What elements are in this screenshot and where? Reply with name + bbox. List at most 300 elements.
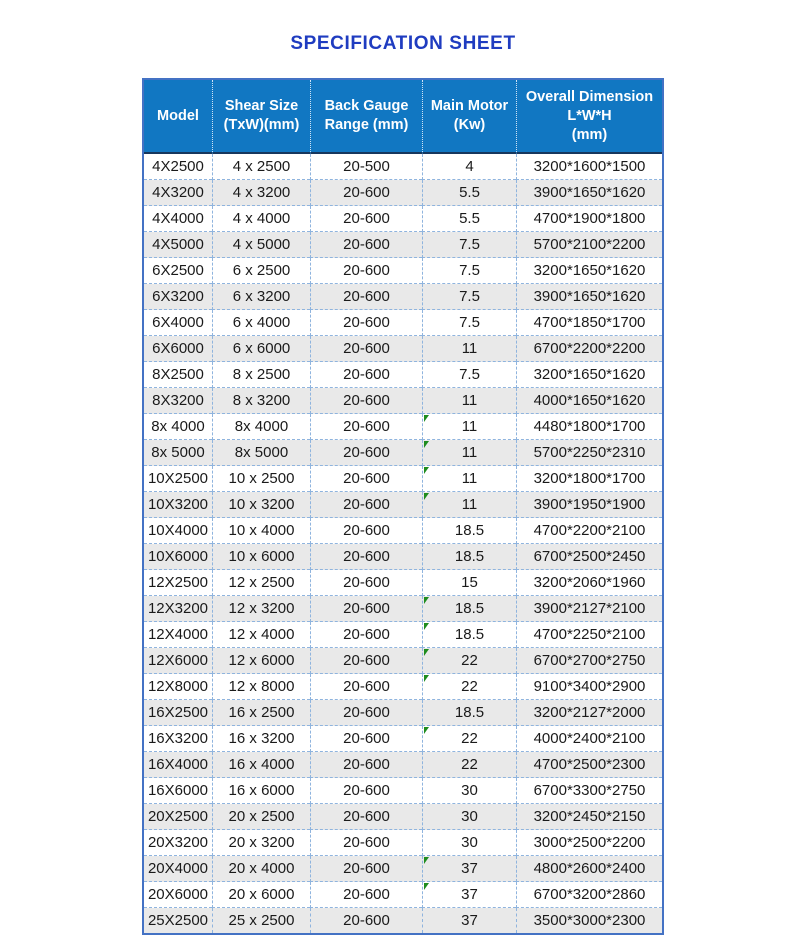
cell-shear_size bbox=[212, 700, 310, 726]
cell-overall_dimension bbox=[516, 336, 662, 362]
cell-back_gauge bbox=[310, 518, 422, 544]
cell-overall_dimension bbox=[516, 388, 662, 414]
shear_size-value: 8x 4000 bbox=[234, 418, 289, 435]
model-value: 8X2500 bbox=[152, 366, 204, 383]
cell-back_gauge bbox=[310, 154, 422, 180]
cell-overall_dimension bbox=[516, 414, 662, 440]
overall_dimension-value: 4700*2200*2100 bbox=[533, 522, 646, 539]
cell-main_motor bbox=[422, 544, 516, 570]
table-row bbox=[144, 622, 662, 648]
cell-shear_size bbox=[212, 232, 310, 258]
table-row bbox=[144, 206, 662, 232]
back_gauge-value: 20-600 bbox=[343, 730, 390, 747]
cell-overall_dimension bbox=[516, 726, 662, 752]
cell-back_gauge bbox=[310, 362, 422, 388]
overall_dimension-value: 4700*1850*1700 bbox=[533, 314, 646, 331]
shear_size-value: 20 x 3200 bbox=[228, 834, 295, 851]
cell-back_gauge bbox=[310, 648, 422, 674]
shear_size-value: 12 x 2500 bbox=[228, 574, 295, 591]
cell-model bbox=[144, 388, 212, 414]
cell-shear_size bbox=[212, 648, 310, 674]
back_gauge-value: 20-600 bbox=[343, 808, 390, 825]
shear_size-value: 4 x 2500 bbox=[232, 158, 291, 175]
back_gauge-value: 20-600 bbox=[343, 444, 390, 461]
cell-model bbox=[144, 284, 212, 310]
table-row bbox=[144, 804, 662, 830]
cell-model bbox=[144, 570, 212, 596]
cell-main_motor bbox=[422, 258, 516, 284]
cell-back_gauge bbox=[310, 830, 422, 856]
column-header-line: Main Motor bbox=[430, 98, 509, 114]
model-value: 10X2500 bbox=[147, 470, 209, 487]
cell-shear_size bbox=[212, 414, 310, 440]
cell-main_motor bbox=[422, 388, 516, 414]
overall_dimension-value: 6700*3200*2860 bbox=[533, 886, 646, 903]
table-body bbox=[144, 154, 662, 933]
table-row bbox=[144, 154, 662, 180]
cell-model bbox=[144, 466, 212, 492]
cell-overall_dimension bbox=[516, 804, 662, 830]
overall_dimension-value: 6700*3300*2750 bbox=[533, 782, 646, 799]
error-indicator-icon bbox=[424, 649, 429, 656]
model-value: 20X4000 bbox=[147, 860, 209, 877]
overall_dimension-value: 3200*1650*1620 bbox=[533, 366, 646, 383]
cell-shear_size bbox=[212, 466, 310, 492]
main_motor-value: 11 bbox=[461, 444, 478, 461]
overall_dimension-value: 3200*1800*1700 bbox=[533, 470, 646, 487]
column-header-line: Back Gauge bbox=[324, 98, 409, 114]
model-value: 12X3200 bbox=[147, 600, 209, 617]
shear_size-value: 4 x 3200 bbox=[232, 184, 291, 201]
cell-model bbox=[144, 258, 212, 284]
main_motor-value: 37 bbox=[461, 886, 478, 903]
cell-back_gauge bbox=[310, 856, 422, 882]
main_motor-value: 18.5 bbox=[454, 626, 485, 643]
cell-back_gauge bbox=[310, 466, 422, 492]
table-row bbox=[144, 570, 662, 596]
cell-overall_dimension bbox=[516, 778, 662, 804]
main_motor-value: 11 bbox=[461, 470, 478, 487]
overall_dimension-value: 3900*1650*1620 bbox=[533, 288, 646, 305]
cell-shear_size bbox=[212, 830, 310, 856]
back_gauge-value: 20-600 bbox=[343, 886, 390, 903]
main_motor-value: 4 bbox=[465, 158, 474, 175]
cell-back_gauge bbox=[310, 440, 422, 466]
shear_size-value: 12 x 4000 bbox=[228, 626, 295, 643]
specification-table bbox=[142, 78, 664, 935]
model-value: 4X2500 bbox=[152, 158, 204, 175]
column-header-back_gauge bbox=[310, 80, 422, 154]
back_gauge-value: 20-600 bbox=[343, 704, 390, 721]
cell-main_motor bbox=[422, 206, 516, 232]
error-indicator-icon bbox=[424, 415, 429, 422]
main_motor-value: 11 bbox=[461, 392, 478, 409]
table-row bbox=[144, 596, 662, 622]
table-row bbox=[144, 362, 662, 388]
shear_size-value: 8 x 2500 bbox=[232, 366, 291, 383]
cell-back_gauge bbox=[310, 570, 422, 596]
cell-model bbox=[144, 336, 212, 362]
shear_size-value: 25 x 2500 bbox=[228, 912, 295, 929]
cell-overall_dimension bbox=[516, 284, 662, 310]
cell-model bbox=[144, 908, 212, 933]
model-value: 6X3200 bbox=[152, 288, 204, 305]
cell-main_motor bbox=[422, 908, 516, 933]
overall_dimension-value: 3000*2500*2200 bbox=[533, 834, 646, 851]
shear_size-value: 12 x 8000 bbox=[228, 678, 295, 695]
table-row bbox=[144, 466, 662, 492]
cell-main_motor bbox=[422, 284, 516, 310]
column-header-model bbox=[144, 80, 212, 154]
table-row bbox=[144, 752, 662, 778]
overall_dimension-value: 3200*1600*1500 bbox=[533, 158, 646, 175]
cell-shear_size bbox=[212, 206, 310, 232]
cell-shear_size bbox=[212, 674, 310, 700]
table-row bbox=[144, 232, 662, 258]
back_gauge-value: 20-600 bbox=[343, 262, 390, 279]
column-header-line: Overall Dimension bbox=[525, 88, 654, 105]
model-value: 16X3200 bbox=[147, 730, 209, 747]
cell-model bbox=[144, 804, 212, 830]
cell-overall_dimension bbox=[516, 518, 662, 544]
cell-shear_size bbox=[212, 778, 310, 804]
cell-main_motor bbox=[422, 830, 516, 856]
column-header-shear_size bbox=[212, 80, 310, 154]
cell-shear_size bbox=[212, 388, 310, 414]
error-indicator-icon bbox=[424, 493, 429, 500]
back_gauge-value: 20-600 bbox=[343, 652, 390, 669]
overall_dimension-value: 5700*2100*2200 bbox=[533, 236, 646, 253]
cell-main_motor bbox=[422, 752, 516, 778]
back_gauge-value: 20-600 bbox=[343, 314, 390, 331]
error-indicator-icon bbox=[424, 883, 429, 890]
cell-overall_dimension bbox=[516, 596, 662, 622]
cell-shear_size bbox=[212, 856, 310, 882]
cell-main_motor bbox=[422, 700, 516, 726]
main_motor-value: 11 bbox=[461, 418, 478, 435]
cell-model bbox=[144, 596, 212, 622]
main_motor-value: 22 bbox=[461, 756, 478, 773]
overall_dimension-value: 6700*2500*2450 bbox=[533, 548, 646, 565]
back_gauge-value: 20-600 bbox=[343, 678, 390, 695]
table-row bbox=[144, 778, 662, 804]
overall_dimension-value: 4700*1900*1800 bbox=[533, 210, 646, 227]
cell-overall_dimension bbox=[516, 700, 662, 726]
cell-main_motor bbox=[422, 310, 516, 336]
back_gauge-value: 20-600 bbox=[343, 626, 390, 643]
main_motor-value: 30 bbox=[461, 808, 478, 825]
main_motor-value: 22 bbox=[461, 730, 478, 747]
shear_size-value: 4 x 4000 bbox=[232, 210, 291, 227]
cell-main_motor bbox=[422, 180, 516, 206]
overall_dimension-value: 4000*2400*2100 bbox=[533, 730, 646, 747]
cell-overall_dimension bbox=[516, 440, 662, 466]
main_motor-value: 30 bbox=[461, 834, 478, 851]
table-row bbox=[144, 674, 662, 700]
overall_dimension-value: 4000*1650*1620 bbox=[533, 392, 646, 409]
column-header-line: (TxW)(mm) bbox=[223, 117, 300, 133]
cell-model bbox=[144, 830, 212, 856]
cell-shear_size bbox=[212, 622, 310, 648]
cell-back_gauge bbox=[310, 336, 422, 362]
cell-back_gauge bbox=[310, 908, 422, 933]
overall_dimension-value: 5700*2250*2310 bbox=[533, 444, 646, 461]
back_gauge-value: 20-600 bbox=[343, 782, 390, 799]
cell-main_motor bbox=[422, 596, 516, 622]
cell-main_motor bbox=[422, 336, 516, 362]
back_gauge-value: 20-600 bbox=[343, 418, 390, 435]
back_gauge-value: 20-600 bbox=[343, 392, 390, 409]
back_gauge-value: 20-600 bbox=[343, 470, 390, 487]
shear_size-value: 10 x 2500 bbox=[228, 470, 295, 487]
table-row bbox=[144, 388, 662, 414]
cell-main_motor bbox=[422, 622, 516, 648]
model-value: 12X8000 bbox=[147, 678, 209, 695]
cell-shear_size bbox=[212, 362, 310, 388]
cell-shear_size bbox=[212, 310, 310, 336]
main_motor-value: 7.5 bbox=[459, 262, 480, 279]
overall_dimension-value: 3500*3000*2300 bbox=[533, 912, 646, 929]
back_gauge-value: 20-600 bbox=[343, 834, 390, 851]
cell-back_gauge bbox=[310, 752, 422, 778]
main_motor-value: 7.5 bbox=[459, 236, 480, 253]
cell-main_motor bbox=[422, 440, 516, 466]
model-value: 10X4000 bbox=[147, 522, 209, 539]
cell-model bbox=[144, 882, 212, 908]
table-row bbox=[144, 882, 662, 908]
cell-model bbox=[144, 778, 212, 804]
cell-model bbox=[144, 700, 212, 726]
overall_dimension-value: 3900*2127*2100 bbox=[533, 600, 646, 617]
overall_dimension-value: 3200*2060*1960 bbox=[533, 574, 646, 591]
table-row bbox=[144, 648, 662, 674]
cell-model bbox=[144, 674, 212, 700]
model-value: 4X3200 bbox=[152, 184, 204, 201]
cell-shear_size bbox=[212, 752, 310, 778]
cell-model bbox=[144, 648, 212, 674]
cell-main_motor bbox=[422, 362, 516, 388]
cell-main_motor bbox=[422, 570, 516, 596]
model-value: 12X2500 bbox=[147, 574, 209, 591]
column-header-line: Range (mm) bbox=[324, 117, 409, 133]
cell-model bbox=[144, 362, 212, 388]
cell-main_motor bbox=[422, 232, 516, 258]
cell-back_gauge bbox=[310, 310, 422, 336]
main_motor-value: 15 bbox=[461, 574, 478, 591]
cell-shear_size bbox=[212, 518, 310, 544]
cell-back_gauge bbox=[310, 700, 422, 726]
main_motor-value: 18.5 bbox=[454, 522, 485, 539]
shear_size-value: 20 x 6000 bbox=[228, 886, 295, 903]
cell-back_gauge bbox=[310, 180, 422, 206]
cell-main_motor bbox=[422, 648, 516, 674]
back_gauge-value: 20-600 bbox=[343, 288, 390, 305]
model-value: 20X3200 bbox=[147, 834, 209, 851]
cell-overall_dimension bbox=[516, 258, 662, 284]
column-header-line: Model bbox=[157, 107, 199, 124]
specification-sheet-page bbox=[0, 33, 806, 952]
cell-back_gauge bbox=[310, 414, 422, 440]
back_gauge-value: 20-600 bbox=[343, 522, 390, 539]
back_gauge-value: 20-600 bbox=[343, 756, 390, 773]
cell-back_gauge bbox=[310, 388, 422, 414]
page-title: SPECIFICATION SHEET bbox=[290, 33, 516, 54]
table-row bbox=[144, 492, 662, 518]
table-row bbox=[144, 908, 662, 933]
table-row bbox=[144, 284, 662, 310]
column-header-line: L*W*H bbox=[567, 107, 612, 124]
cell-shear_size bbox=[212, 492, 310, 518]
cell-overall_dimension bbox=[516, 362, 662, 388]
cell-shear_size bbox=[212, 804, 310, 830]
model-value: 4X5000 bbox=[152, 236, 204, 253]
model-value: 8X3200 bbox=[152, 392, 204, 409]
model-value: 25X2500 bbox=[147, 912, 209, 929]
overall_dimension-value: 3200*2127*2000 bbox=[533, 704, 646, 721]
main_motor-value: 18.5 bbox=[454, 600, 485, 617]
model-value: 8x 4000 bbox=[151, 418, 205, 435]
cell-model bbox=[144, 206, 212, 232]
error-indicator-icon bbox=[424, 441, 429, 448]
cell-shear_size bbox=[212, 908, 310, 933]
table-row bbox=[144, 258, 662, 284]
overall_dimension-value: 3200*1650*1620 bbox=[533, 262, 646, 279]
model-value: 6X4000 bbox=[152, 314, 204, 331]
overall_dimension-value: 6700*2700*2750 bbox=[533, 652, 646, 669]
model-value: 8x 5000 bbox=[151, 444, 205, 461]
shear_size-value: 8x 5000 bbox=[234, 444, 289, 461]
table-header bbox=[144, 80, 662, 154]
error-indicator-icon bbox=[424, 623, 429, 630]
main_motor-value: 11 bbox=[461, 496, 478, 513]
cell-shear_size bbox=[212, 258, 310, 284]
cell-back_gauge bbox=[310, 882, 422, 908]
cell-main_motor bbox=[422, 856, 516, 882]
error-indicator-icon bbox=[424, 727, 429, 734]
cell-overall_dimension bbox=[516, 882, 662, 908]
back_gauge-value: 20-600 bbox=[343, 912, 390, 929]
cell-shear_size bbox=[212, 596, 310, 622]
cell-shear_size bbox=[212, 726, 310, 752]
cell-back_gauge bbox=[310, 726, 422, 752]
error-indicator-icon bbox=[424, 597, 429, 604]
back_gauge-value: 20-600 bbox=[343, 366, 390, 383]
cell-overall_dimension bbox=[516, 830, 662, 856]
cell-main_motor bbox=[422, 154, 516, 180]
model-value: 10X6000 bbox=[147, 548, 209, 565]
cell-shear_size bbox=[212, 336, 310, 362]
cell-back_gauge bbox=[310, 284, 422, 310]
cell-model bbox=[144, 622, 212, 648]
cell-overall_dimension bbox=[516, 492, 662, 518]
main_motor-value: 18.5 bbox=[454, 704, 485, 721]
shear_size-value: 4 x 5000 bbox=[232, 236, 291, 253]
column-header-overall_dimension bbox=[516, 80, 662, 154]
main_motor-value: 37 bbox=[461, 860, 478, 877]
shear_size-value: 6 x 4000 bbox=[232, 314, 291, 331]
column-header-line: Shear Size bbox=[224, 98, 299, 114]
model-value: 4X4000 bbox=[152, 210, 204, 227]
cell-model bbox=[144, 154, 212, 180]
error-indicator-icon bbox=[424, 675, 429, 682]
overall_dimension-value: 4700*2500*2300 bbox=[533, 756, 646, 773]
shear_size-value: 12 x 6000 bbox=[228, 652, 295, 669]
model-value: 16X4000 bbox=[147, 756, 209, 773]
table-row bbox=[144, 336, 662, 362]
back_gauge-value: 20-600 bbox=[343, 860, 390, 877]
cell-shear_size bbox=[212, 544, 310, 570]
cell-model bbox=[144, 232, 212, 258]
cell-back_gauge bbox=[310, 778, 422, 804]
table-row bbox=[144, 830, 662, 856]
cell-shear_size bbox=[212, 180, 310, 206]
table-row bbox=[144, 440, 662, 466]
back_gauge-value: 20-600 bbox=[343, 184, 390, 201]
shear_size-value: 16 x 3200 bbox=[228, 730, 295, 747]
back_gauge-value: 20-600 bbox=[343, 496, 390, 513]
model-value: 6X6000 bbox=[152, 340, 204, 357]
back_gauge-value: 20-600 bbox=[343, 340, 390, 357]
cell-back_gauge bbox=[310, 232, 422, 258]
table-row bbox=[144, 180, 662, 206]
cell-back_gauge bbox=[310, 492, 422, 518]
main_motor-value: 37 bbox=[461, 912, 478, 929]
cell-overall_dimension bbox=[516, 154, 662, 180]
cell-overall_dimension bbox=[516, 232, 662, 258]
cell-back_gauge bbox=[310, 674, 422, 700]
back_gauge-value: 20-500 bbox=[343, 158, 390, 175]
cell-overall_dimension bbox=[516, 544, 662, 570]
cell-back_gauge bbox=[310, 258, 422, 284]
model-value: 12X4000 bbox=[147, 626, 209, 643]
main_motor-value: 11 bbox=[461, 340, 478, 357]
cell-model bbox=[144, 310, 212, 336]
model-value: 10X3200 bbox=[147, 496, 209, 513]
column-header-line: (mm) bbox=[571, 126, 608, 143]
main_motor-value: 22 bbox=[461, 652, 478, 669]
model-value: 20X2500 bbox=[147, 808, 209, 825]
cell-back_gauge bbox=[310, 206, 422, 232]
overall_dimension-value: 4480*1800*1700 bbox=[533, 418, 646, 435]
cell-shear_size bbox=[212, 440, 310, 466]
cell-shear_size bbox=[212, 882, 310, 908]
overall_dimension-value: 4800*2600*2400 bbox=[533, 860, 646, 877]
column-header-line: (Kw) bbox=[453, 117, 486, 133]
model-value: 6X2500 bbox=[152, 262, 204, 279]
cell-overall_dimension bbox=[516, 648, 662, 674]
shear_size-value: 8 x 3200 bbox=[232, 392, 291, 409]
main_motor-value: 7.5 bbox=[459, 314, 480, 331]
cell-overall_dimension bbox=[516, 856, 662, 882]
cell-overall_dimension bbox=[516, 752, 662, 778]
shear_size-value: 6 x 6000 bbox=[232, 340, 291, 357]
overall_dimension-value: 3900*1950*1900 bbox=[533, 496, 646, 513]
shear_size-value: 16 x 6000 bbox=[228, 782, 295, 799]
back_gauge-value: 20-600 bbox=[343, 548, 390, 565]
cell-model bbox=[144, 544, 212, 570]
column-header-main_motor bbox=[422, 80, 516, 154]
cell-model bbox=[144, 180, 212, 206]
main_motor-value: 7.5 bbox=[459, 366, 480, 383]
cell-overall_dimension bbox=[516, 570, 662, 596]
cell-overall_dimension bbox=[516, 466, 662, 492]
main_motor-value: 30 bbox=[461, 782, 478, 799]
cell-model bbox=[144, 414, 212, 440]
cell-main_motor bbox=[422, 726, 516, 752]
main_motor-value: 5.5 bbox=[459, 210, 480, 227]
cell-overall_dimension bbox=[516, 180, 662, 206]
cell-shear_size bbox=[212, 284, 310, 310]
